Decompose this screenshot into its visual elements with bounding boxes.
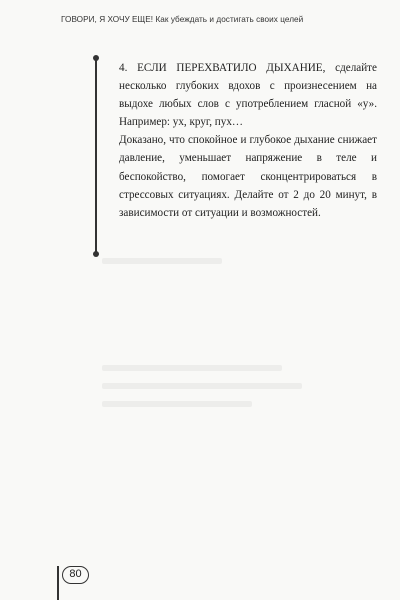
folio-rule bbox=[57, 566, 59, 600]
explanation-paragraph: Доказано, что спокойное и глубокое дыхание снижает давление, уменьшает напряжение в теле и беспокойство, помогает сконцентрироваться в стрессовых ситуациях. Делайте от 2 до 20 минут, в зависимости от ситуации и возможностей. bbox=[119, 134, 377, 219]
item-number: 4. bbox=[119, 62, 128, 74]
show-through-line bbox=[102, 401, 252, 407]
running-head: ГОВОРИ, Я ХОЧУ ЕЩЕ! Как убеждать и достигать своих целей bbox=[61, 15, 304, 24]
page-number: 80 bbox=[62, 566, 89, 584]
item-heading: ЕСЛИ ПЕРЕХВАТИЛО ДЫХАНИЕ, bbox=[137, 62, 326, 74]
show-through-line bbox=[102, 258, 222, 264]
section-rule bbox=[95, 58, 97, 254]
section-rule-bottom-dot bbox=[93, 251, 99, 257]
body-text bbox=[119, 59, 377, 222]
numbered-item bbox=[119, 59, 377, 131]
item-text: сделайте несколько глубоких вдохов с произнесением на выдохе любых слов с употреблением гласной «у». Например: ух, круг, пух… bbox=[119, 62, 377, 129]
show-through-line bbox=[102, 365, 282, 371]
show-through-line bbox=[102, 383, 302, 389]
